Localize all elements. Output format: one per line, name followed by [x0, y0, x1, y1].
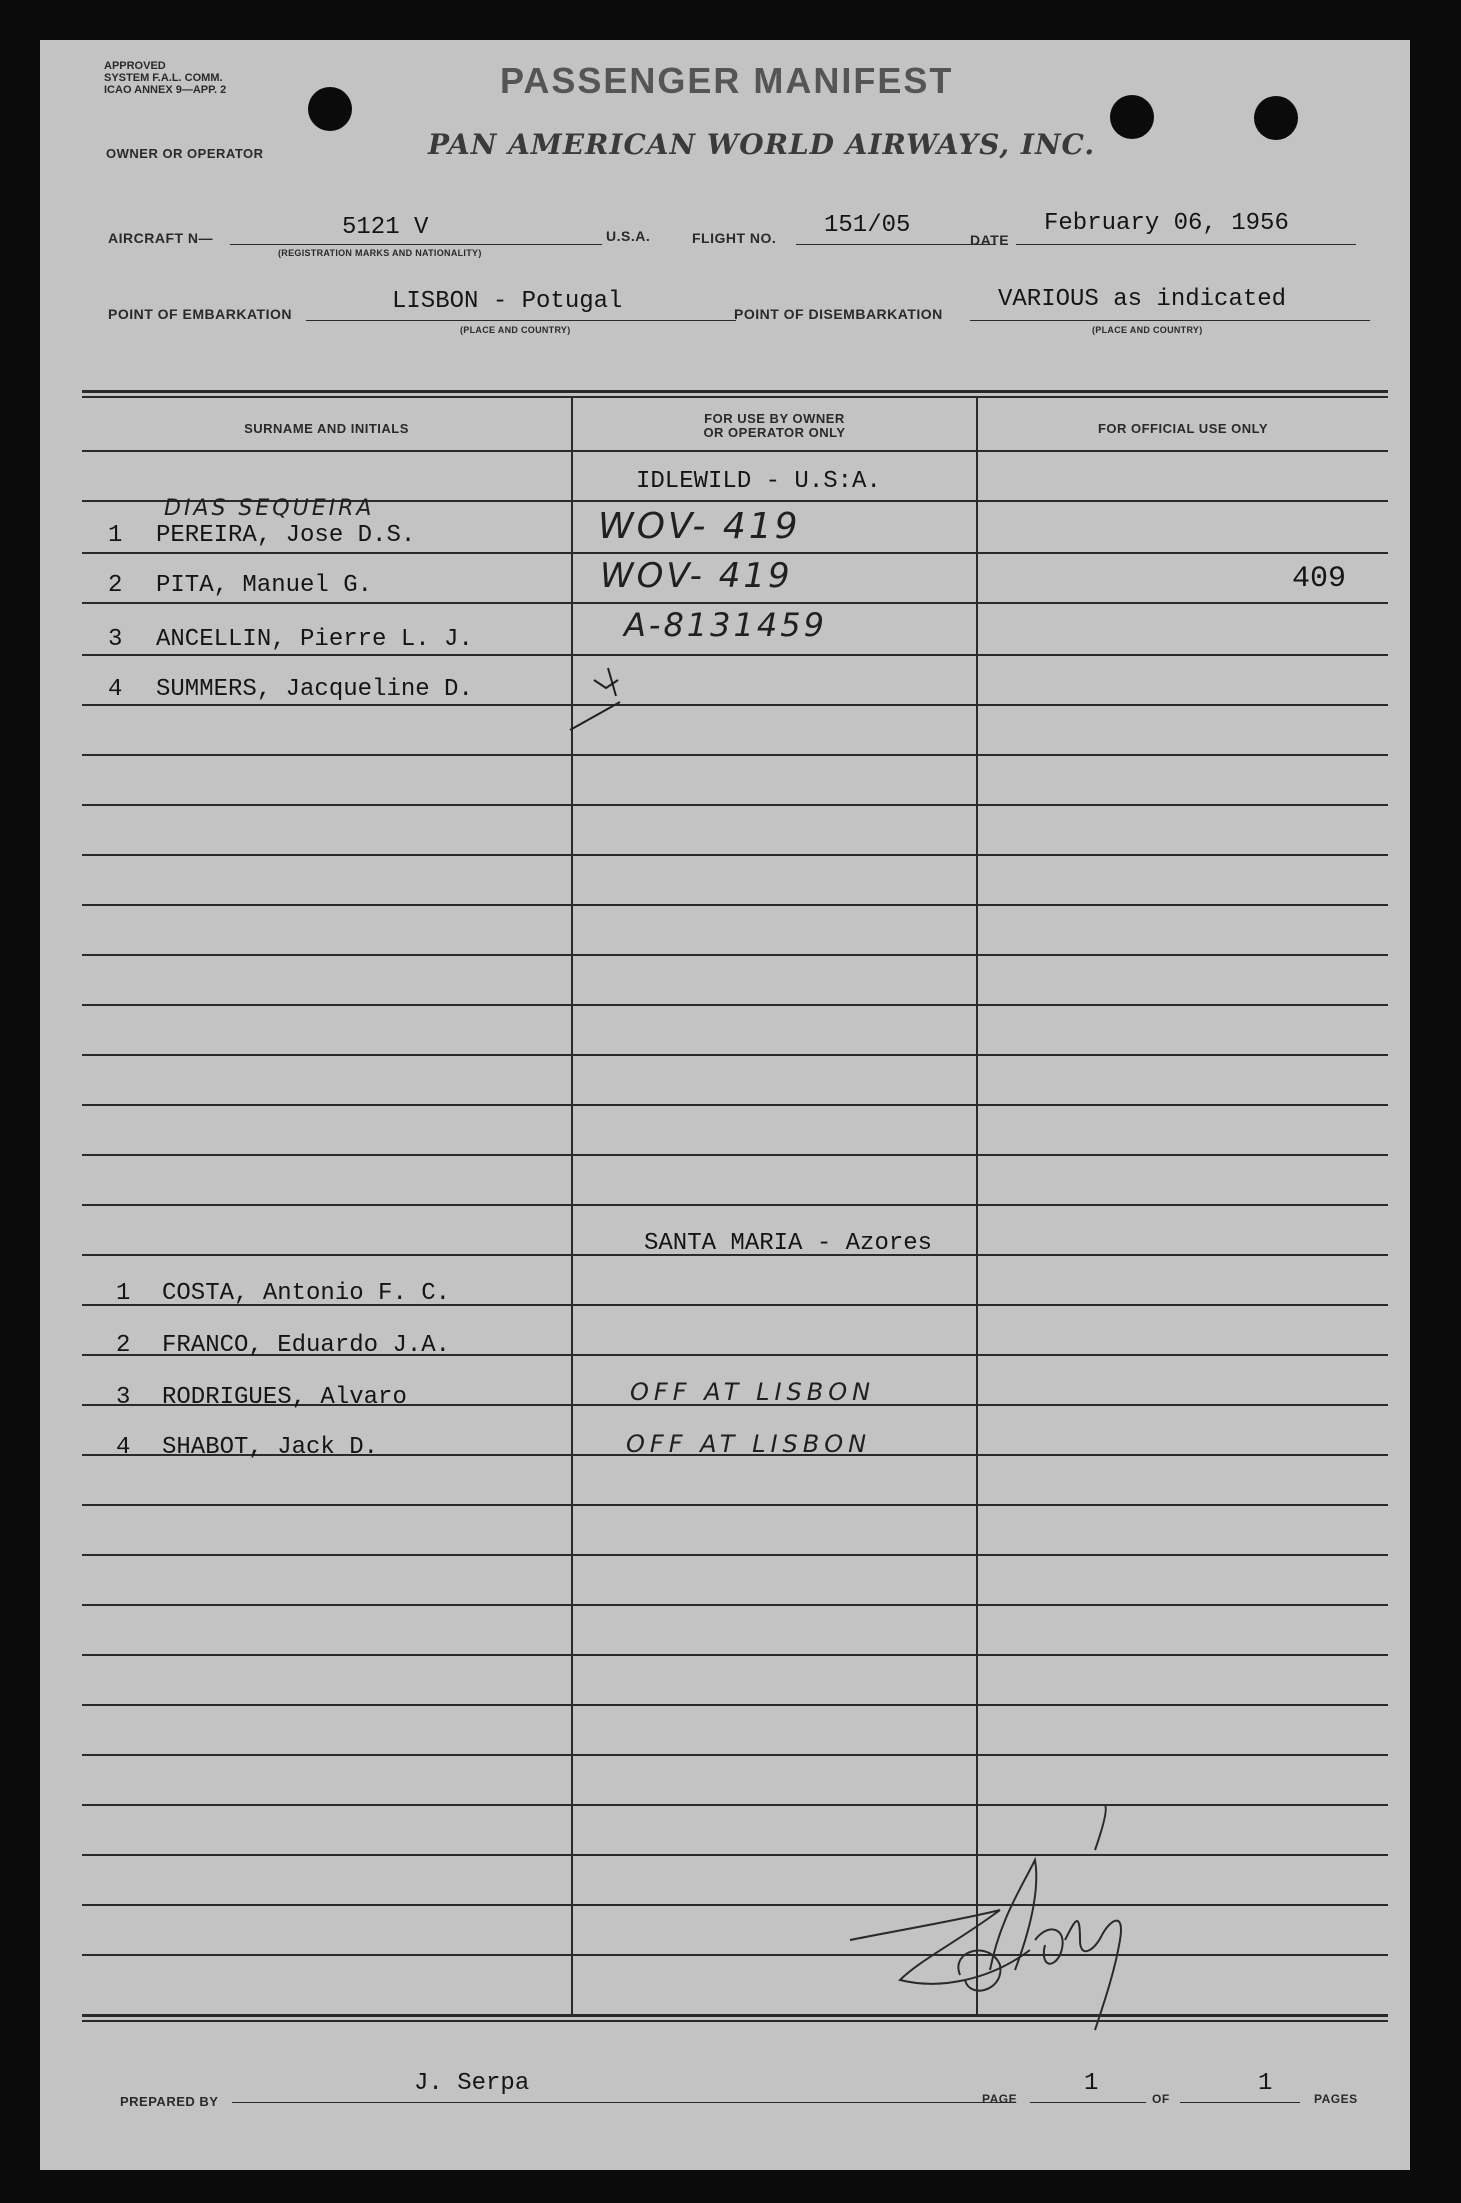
- disembarkation-label: POINT OF DISEMBARKATION: [734, 306, 943, 322]
- row-line: [82, 602, 1388, 604]
- approval-line: ICAO ANNEX 9—APP. 2: [104, 84, 227, 96]
- passenger-name: ANCELLIN, Pierre L. J.: [156, 626, 473, 653]
- section1-destination: IDLEWILD - U.S:A.: [636, 468, 881, 495]
- page-title: PASSENGER MANIFEST: [500, 60, 954, 101]
- row-line: [82, 1954, 1388, 1956]
- embarkation-label: POINT OF EMBARKATION: [108, 306, 292, 322]
- passenger-name: PEREIRA, Jose D.S.: [156, 522, 416, 549]
- flight-underline: [796, 244, 996, 245]
- passenger-number: 2: [108, 572, 123, 599]
- approval-note: [104, 60, 226, 96]
- owner-note-handwritten: WOV- 419: [598, 506, 801, 547]
- row-line: [82, 1604, 1388, 1606]
- column-divider: [976, 398, 978, 2014]
- row-line: [82, 854, 1388, 856]
- date-underline: [1016, 244, 1356, 245]
- of-label: OF: [1152, 2092, 1170, 2106]
- passenger-number: 2: [116, 1332, 131, 1359]
- handwritten-signature: [840, 1800, 1170, 2040]
- flight-number: 151/05: [824, 212, 911, 239]
- pages-label: PAGES: [1314, 2092, 1358, 2106]
- embarkation-underline: [306, 320, 736, 321]
- punch-hole: [308, 87, 352, 131]
- row-line: [82, 804, 1388, 806]
- table-top-rule: [82, 390, 1388, 393]
- owner-note-handwritten: A-8131459: [624, 606, 827, 644]
- table-top-rule: [82, 396, 1388, 398]
- approval-line: APPROVED: [104, 60, 166, 72]
- owner-note-handwritten: OFF AT LISBON: [630, 1378, 876, 1406]
- prepared-by-label: PREPARED BY: [120, 2094, 219, 2109]
- passenger-number: 1: [108, 522, 123, 549]
- total-pages: 1: [1258, 2070, 1273, 2097]
- punch-hole: [1110, 95, 1154, 139]
- table-bottom-rule: [82, 2020, 1388, 2022]
- passenger-name: SHABOT, Jack D.: [162, 1434, 379, 1461]
- row-line: [82, 1204, 1388, 1206]
- row-line: [82, 1804, 1388, 1806]
- row-line: [82, 1654, 1388, 1656]
- row-line: [82, 1154, 1388, 1156]
- embarkation-place-note: (PLACE AND COUNTRY): [460, 325, 571, 335]
- row-line: [82, 450, 1388, 452]
- name-correction-handwritten: DIAS SEQUEIRA: [164, 496, 375, 521]
- disembarkation-place-note: (PLACE AND COUNTRY): [1092, 325, 1203, 335]
- pages-underline: [1180, 2102, 1300, 2103]
- row-line: [82, 1104, 1388, 1106]
- passenger-name: COSTA, Antonio F. C.: [162, 1280, 451, 1307]
- passenger-number: 4: [108, 676, 123, 703]
- passenger-name: SUMMERS, Jacqueline D.: [156, 676, 473, 703]
- row-line: [82, 1904, 1388, 1906]
- row-line: [82, 754, 1388, 756]
- owner-label: OWNER OR OPERATOR: [106, 146, 264, 161]
- row-line: [82, 904, 1388, 906]
- row-line: [82, 1754, 1388, 1756]
- row-line: [82, 1504, 1388, 1506]
- owner-use-line: FOR USE BY OWNER: [704, 411, 845, 426]
- punch-hole: [1254, 96, 1298, 140]
- passenger-number: 3: [108, 626, 123, 653]
- manifest-sheet: [40, 40, 1410, 2170]
- flight-label: FLIGHT NO.: [692, 230, 777, 246]
- passenger-name: PITA, Manuel G.: [156, 572, 373, 599]
- registration-note: (REGISTRATION MARKS AND NATIONALITY): [278, 248, 482, 258]
- row-line: [82, 1854, 1388, 1856]
- column-header-owner-use: [573, 412, 976, 440]
- owner-note-handwritten: OFF AT LISBON: [626, 1430, 872, 1458]
- section2-destination: SANTA MARIA - Azores: [644, 1230, 933, 1257]
- usa-label: U.S.A.: [606, 228, 651, 244]
- date-label: DATE: [970, 232, 1010, 248]
- row-line: [82, 654, 1388, 656]
- passenger-name: RODRIGUES, Alvaro: [162, 1384, 407, 1411]
- passenger-number: 4: [116, 1434, 131, 1461]
- prepared-by-underline: [232, 2102, 1012, 2103]
- disembarkation-underline: [970, 320, 1370, 321]
- row-line: [82, 954, 1388, 956]
- column-header-official-use: FOR OFFICIAL USE ONLY: [1097, 421, 1269, 436]
- page-number: 1: [1084, 2070, 1099, 2097]
- owner-use-line: OR OPERATOR ONLY: [703, 425, 846, 440]
- column-header-surname: SURNAME AND INITIALS: [244, 421, 409, 436]
- passenger-number: 1: [116, 1280, 131, 1307]
- row-line: [82, 704, 1388, 706]
- official-value: 409: [1292, 562, 1347, 596]
- row-line: [82, 1704, 1388, 1706]
- row-line: [82, 1004, 1388, 1006]
- aircraft-underline: [230, 244, 602, 245]
- row-line: [82, 552, 1388, 554]
- disembarkation-place: VARIOUS as indicated: [998, 286, 1287, 313]
- row-line: [82, 1554, 1388, 1556]
- aircraft-registration: 5121 V: [342, 214, 429, 241]
- passenger-number: 3: [116, 1384, 131, 1411]
- company-name: PAN AMERICAN WORLD AIRWAYS, INC.: [428, 128, 1096, 161]
- page-underline: [1030, 2102, 1146, 2103]
- embarkation-place: LISBON - Potugal: [392, 288, 623, 315]
- page-label: PAGE: [982, 2092, 1018, 2106]
- aircraft-label: AIRCRAFT N—: [108, 230, 214, 246]
- table-bottom-rule: [82, 2014, 1388, 2017]
- prepared-by-name: J. Serpa: [414, 2070, 530, 2097]
- passenger-name: FRANCO, Eduardo J.A.: [162, 1332, 451, 1359]
- flight-date: February 06, 1956: [1044, 210, 1289, 237]
- row-line: [82, 1054, 1388, 1056]
- check-mark-strokes: [560, 640, 690, 740]
- approval-line: SYSTEM F.A.L. COMM.: [104, 72, 223, 84]
- owner-note-handwritten: WOV- 419: [600, 556, 793, 596]
